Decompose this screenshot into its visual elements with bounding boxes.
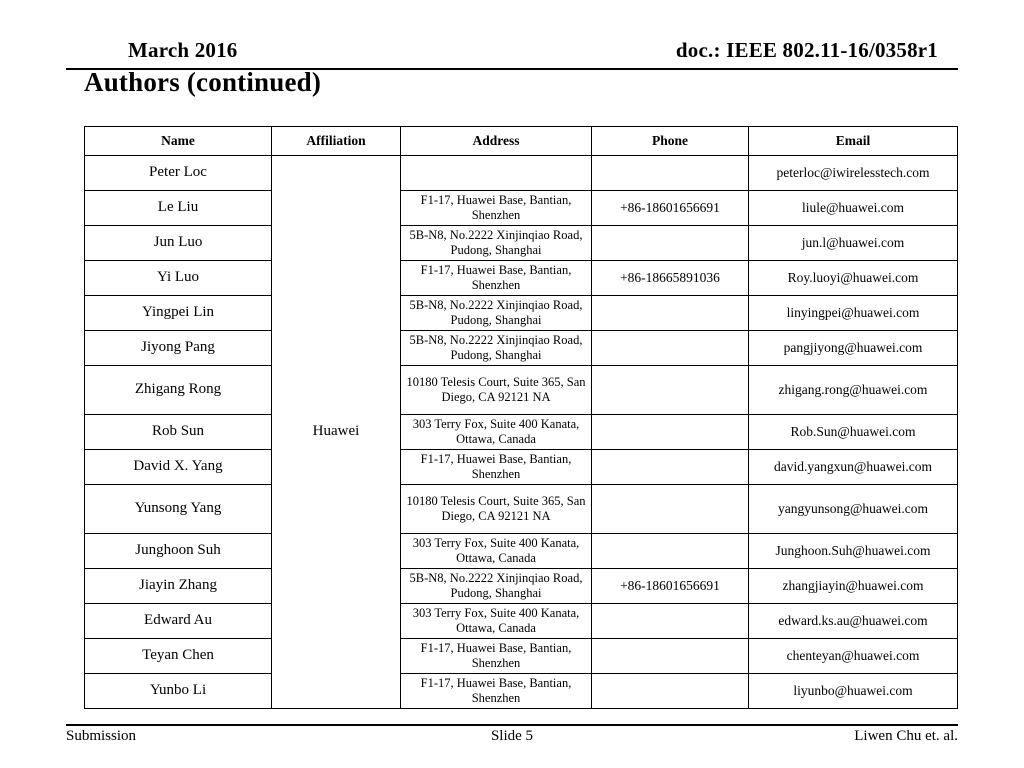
slide-footer	[66, 728, 958, 752]
cell-address: F1-17, Huawei Base, Bantian, Shenzhen	[401, 261, 592, 296]
cell-email: zhigang.rong@huawei.com	[749, 366, 958, 415]
header-document-id: doc.: IEEE 802.11-16/0358r1	[675, 38, 938, 62]
cell-phone: +86-18665891036	[592, 261, 749, 296]
column-header-phone: Phone	[592, 127, 749, 156]
table-row	[85, 366, 958, 415]
cell-email: zhangjiayin@huawei.com	[749, 569, 958, 604]
cell-email: liyunbo@huawei.com	[749, 674, 958, 709]
authors-table	[84, 126, 958, 709]
cell-email: yangyunsong@huawei.com	[749, 485, 958, 534]
cell-phone	[592, 226, 749, 261]
cell-name: Zhigang Rong	[85, 366, 272, 415]
cell-phone	[592, 415, 749, 450]
table-row	[85, 485, 958, 534]
cell-email: edward.ks.au@huawei.com	[749, 604, 958, 639]
cell-address: 10180 Telesis Court, Suite 365, San Diego, CA 92121 NA	[401, 485, 592, 534]
table-row	[85, 156, 958, 191]
table-row	[85, 261, 958, 296]
cell-name: Yingpei Lin	[85, 296, 272, 331]
cell-affiliation: Huawei	[272, 156, 401, 709]
cell-email: david.yangxun@huawei.com	[749, 450, 958, 485]
page-title: Authors (continued)	[84, 67, 322, 97]
footer-submission-label: Submission	[66, 728, 137, 744]
cell-address: 10180 Telesis Court, Suite 365, San Diego, CA 92121 NA	[401, 366, 592, 415]
cell-email: Rob.Sun@huawei.com	[749, 415, 958, 450]
cell-address: F1-17, Huawei Base, Bantian, Shenzhen	[401, 639, 592, 674]
cell-address: F1-17, Huawei Base, Bantian, Shenzhen	[401, 674, 592, 709]
cell-address: 5B-N8, No.2222 Xinjinqiao Road, Pudong, Shanghai	[401, 296, 592, 331]
cell-name: Junghoon Suh	[85, 534, 272, 569]
cell-phone	[592, 639, 749, 674]
cell-email: liule@huawei.com	[749, 191, 958, 226]
table-row	[85, 191, 958, 226]
cell-email: pangjiyong@huawei.com	[749, 331, 958, 366]
table-row	[85, 226, 958, 261]
cell-name: Rob Sun	[85, 415, 272, 450]
cell-phone	[592, 296, 749, 331]
cell-name: Edward Au	[85, 604, 272, 639]
table-row	[85, 639, 958, 674]
table-row	[85, 569, 958, 604]
cell-email: linyingpei@huawei.com	[749, 296, 958, 331]
cell-email: peterloc@iwirelesstech.com	[749, 156, 958, 191]
cell-name: Jun Luo	[85, 226, 272, 261]
cell-email: chenteyan@huawei.com	[749, 639, 958, 674]
cell-phone	[592, 366, 749, 415]
cell-name: Jiyong Pang	[85, 331, 272, 366]
footer-author-label: Liwen Chu et. al.	[854, 728, 958, 744]
cell-email: Junghoon.Suh@huawei.com	[749, 534, 958, 569]
cell-phone	[592, 156, 749, 191]
cell-phone	[592, 450, 749, 485]
table-row	[85, 415, 958, 450]
table-header-row	[85, 127, 958, 156]
cell-name: Teyan Chen	[85, 639, 272, 674]
cell-address: 5B-N8, No.2222 Xinjinqiao Road, Pudong, Shanghai	[401, 226, 592, 261]
table-row	[85, 534, 958, 569]
cell-name: Yunsong Yang	[85, 485, 272, 534]
cell-address: F1-17, Huawei Base, Bantian, Shenzhen	[401, 450, 592, 485]
cell-name: Yunbo Li	[85, 674, 272, 709]
cell-name: Peter Loc	[85, 156, 272, 191]
table-row	[85, 450, 958, 485]
cell-address: 303 Terry Fox, Suite 400 Kanata, Ottawa, Canada	[401, 415, 592, 450]
footer-divider	[66, 724, 958, 726]
cell-name: Le Liu	[85, 191, 272, 226]
column-header-address: Address	[401, 127, 592, 156]
table-row	[85, 604, 958, 639]
header-date: March 2016	[128, 38, 238, 62]
column-header-affiliation: Affiliation	[272, 127, 401, 156]
cell-phone	[592, 534, 749, 569]
cell-address: 5B-N8, No.2222 Xinjinqiao Road, Pudong, Shanghai	[401, 569, 592, 604]
cell-phone	[592, 331, 749, 366]
cell-name: David X. Yang	[85, 450, 272, 485]
cell-address: F1-17, Huawei Base, Bantian, Shenzhen	[401, 191, 592, 226]
cell-address	[401, 156, 592, 191]
footer-slide-number: Slide 5	[490, 728, 534, 744]
cell-phone	[592, 604, 749, 639]
cell-phone	[592, 485, 749, 534]
cell-address: 303 Terry Fox, Suite 400 Kanata, Ottawa, Canada	[401, 534, 592, 569]
table-row	[85, 296, 958, 331]
cell-phone: +86-18601656691	[592, 569, 749, 604]
cell-name: Jiayin Zhang	[85, 569, 272, 604]
cell-address: 5B-N8, No.2222 Xinjinqiao Road, Pudong, Shanghai	[401, 331, 592, 366]
cell-email: Roy.luoyi@huawei.com	[749, 261, 958, 296]
cell-name: Yi Luo	[85, 261, 272, 296]
cell-email: jun.l@huawei.com	[749, 226, 958, 261]
cell-phone: +86-18601656691	[592, 191, 749, 226]
column-header-name: Name	[85, 127, 272, 156]
cell-address: 303 Terry Fox, Suite 400 Kanata, Ottawa, Canada	[401, 604, 592, 639]
table-row	[85, 674, 958, 709]
column-header-email: Email	[749, 127, 958, 156]
table-row	[85, 331, 958, 366]
table-body	[85, 156, 958, 709]
cell-phone	[592, 674, 749, 709]
